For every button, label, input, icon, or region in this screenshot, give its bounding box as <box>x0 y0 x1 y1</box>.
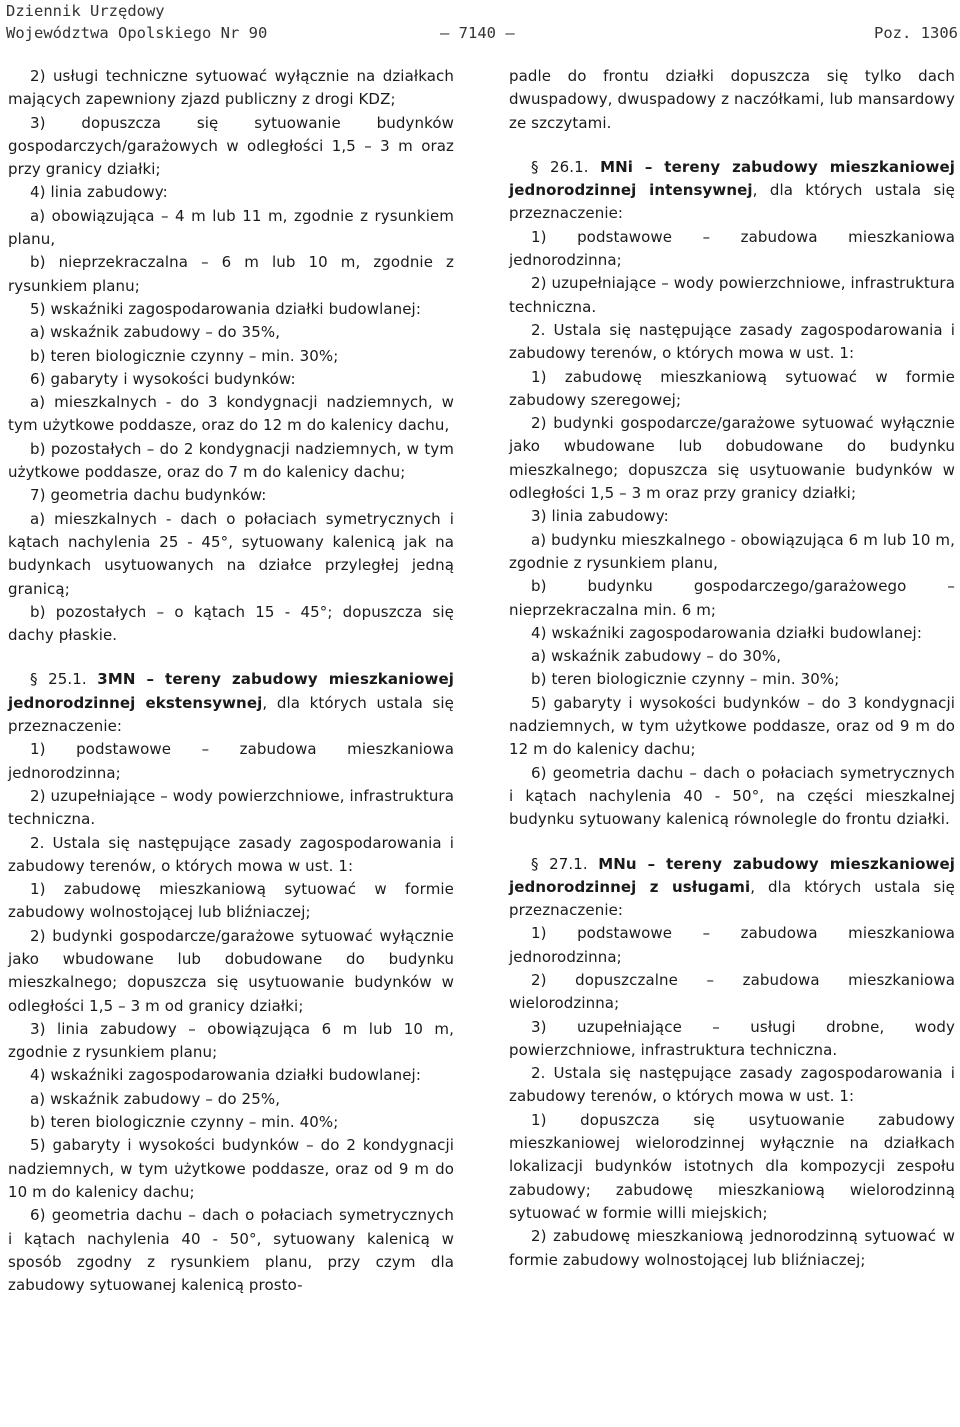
journal-issue-line <box>6 22 958 44</box>
paragraph: 1) podstawowe – zabudowa mieszkaniowa jednorodzinna; <box>509 924 955 966</box>
paragraph: b) nieprzekraczalna – 6 m lub 10 m, zgodnie z rysunkiem planu; <box>8 253 454 295</box>
page-number: – 7140 – <box>440 24 515 42</box>
paragraph: a) obowiązująca – 4 m lub 11 m, zgodnie z rysunkiem planu, <box>8 206 454 249</box>
paragraph: 2) zabudowę mieszkaniową jednorodzinną sytuować w formie zabudowy wolnostojącej lub bliźniaczej; <box>509 1227 955 1269</box>
section-heading-26 <box>509 156 955 226</box>
section-tail: , dla których ustala się przeznaczenie: <box>8 693 454 736</box>
paragraph: 1) dopuszcza się usytuowanie zabudowy mieszkaniowej wielorodzinnej wyłącznie na działkach lokalizacji budynków istotnych dla kompozycji zespołu zabudowy; zabudowę mieszkaniową wielorodzinną sytuować w formie willi miejskich; <box>509 1110 955 1222</box>
paragraph: a) wskaźnik zabudowy – do 30%, <box>531 647 782 666</box>
paragraph: 3) linia zabudowy: <box>531 507 669 526</box>
journal-title: Dziennik Urzędowy <box>6 2 165 20</box>
section-number: § 25.1. <box>30 670 87 689</box>
paragraph: 3) uzupełniające – usługi drobne, wody powierzchniowe, infrastruktura techniczna. <box>509 1017 955 1059</box>
paragraph: 3) dopuszcza się sytuowanie budynków gospodarczych/garażowych w odległości 1,5 – 3 m oraz przy granicy działki; <box>8 113 454 179</box>
section-title: MNi – tereny zabudowy mieszkaniowej jednorodzinnej intensywnej <box>509 157 956 200</box>
paragraph: b) teren biologicznie czynny – min. 40%; <box>30 1113 339 1132</box>
paragraph: 2) dopuszczalne – zabudowa mieszkaniowa wielorodzinna; <box>509 970 955 1013</box>
paragraph: a) wskaźnik zabudowy – do 25%, <box>30 1089 281 1108</box>
section-number: § 27.1. <box>531 854 588 873</box>
paragraph: 2. Ustala się następujące zasady zagospodarowania i zabudowy terenów, o których mowa w ust. 1: <box>8 833 454 875</box>
paragraph: 1) podstawowe – zabudowa mieszkaniowa jednorodzinna; <box>8 740 454 782</box>
paragraph: 1) zabudowę mieszkaniową sytuować w formie zabudowy wolnostojącej lub bliźniaczej; <box>8 880 454 922</box>
journal-issue: Województwa Opolskiego Nr 90 <box>6 24 268 42</box>
page-header <box>6 0 958 44</box>
section-tail: , dla których ustala się przeznaczenie: <box>509 877 955 920</box>
section-title: 3MN – tereny zabudowy mieszkaniowej jednorodzinnej ekstensywnej <box>8 670 454 712</box>
paragraph: 2) budynki gospodarcze/garażowe sytuować wyłącznie jako wbudowane lub dobudowane do budynku mieszkalnego; dopuszcza się usytuowanie budynków w odległości 1,5 – 3 m od granicy działki; <box>8 926 454 1015</box>
paragraph: 4) linia zabudowy: <box>30 183 168 202</box>
left-column <box>8 65 454 1297</box>
section-number: § 26.1. <box>531 157 589 176</box>
paragraph: 1) zabudowę mieszkaniową sytuować w formie zabudowy szeregowej; <box>509 367 955 409</box>
paragraph: padle do frontu działki dopuszcza się tylko dach dwuspadowy, dwuspadowy z naczółkami, lub mansardowy ze szczytami. <box>509 67 955 132</box>
paragraph: 4) wskaźniki zagospodarowania działki budowlanej: <box>30 1066 421 1085</box>
paragraph: 1) podstawowe – zabudowa mieszkaniowa jednorodzinna; <box>509 227 955 270</box>
paragraph: 6) geometria dachu – dach o połaciach symetrycznych i kątach nachylenia 40 - 50°, sytuowany kalenicą w sposób zgodny z rysunkiem planu, przy czym dla zabudowy sytuowanej kalenicą prosto- <box>8 1206 454 1295</box>
paragraph: 2) budynki gospodarcze/garażowe sytuować wyłącznie jako wbudowane lub dobudowane do budynku mieszkalnego; dopuszcza się usytuowanie budynków w odległości 1,5 – 3 m oraz przy granicy działki; <box>509 414 955 503</box>
paragraph: 6) gabaryty i wysokości budynków: <box>30 369 296 388</box>
paragraph: a) mieszkalnych - do 3 kondygnacji nadziemnych, w tym użytkowe poddasze, oraz do 12 m do kalenicy dachu, <box>8 393 454 435</box>
paragraph: 5) wskaźniki zagospodarowania działki budowlanej: <box>30 299 421 318</box>
paragraph: 2) usługi techniczne sytuować wyłącznie na działkach mających zapewniony zjazd publiczny z drogi KDZ; <box>8 67 454 109</box>
paragraph: 2) uzupełniające – wody powierzchniowe, infrastruktura techniczna. <box>509 274 955 316</box>
paragraph: 2. Ustala się następujące zasady zagospodarowania i zabudowy terenów, o których mowa w ust. 1: <box>509 1064 955 1106</box>
paragraph: 3) linia zabudowy – obowiązująca 6 m lub 10 m, zgodnie z rysunkiem planu; <box>8 1019 454 1062</box>
paragraph: 6) geometria dachu – dach o połaciach symetrycznych i kątach nachylenia 40 - 50°, na części mieszkalnej budynku sytuowany kalenicą równolegle do frontu działki. <box>509 763 955 829</box>
position-number: Poz. 1306 <box>874 24 958 42</box>
paragraph: a) wskaźnik zabudowy – do 35%, <box>30 323 281 342</box>
paragraph: 7) geometria dachu budynków: <box>30 486 267 505</box>
paragraph: 2) uzupełniające – wody powierzchniowe, infrastruktura techniczna. <box>8 786 454 829</box>
paragraph: b) pozostałych – o kątach 15 - 45°; dopuszcza się dachy płaskie. <box>8 602 454 645</box>
section-heading-25 <box>8 668 454 738</box>
paragraph: 5) gabaryty i wysokości budynków – do 3 kondygnacji nadziemnych, w tym użytkowe poddasze, oraz od 9 m do 12 m do kalenicy dachu; <box>509 693 955 759</box>
paragraph: a) mieszkalnych - dach o połaciach symetrycznych i kątach nachylenia 25 - 45°, sytuowany kalenicą jak na budynkach usytuowanych na działce przyległej jedną granicą; <box>8 509 454 598</box>
right-column <box>509 65 955 1272</box>
section-tail: , dla których ustala się przeznaczenie: <box>509 181 955 223</box>
section-title: MNu – tereny zabudowy mieszkaniowej jednorodzinnej z usługami <box>509 854 956 896</box>
paragraph: 4) wskaźniki zagospodarowania działki budowlanej: <box>531 623 922 642</box>
paragraph: a) budynku mieszkalnego - obowiązująca 6 m lub 10 m, zgodnie z rysunkiem planu, <box>509 530 955 572</box>
paragraph: b) teren biologicznie czynny – min. 30%; <box>30 346 339 365</box>
section-heading-27 <box>509 853 955 923</box>
paragraph: 2. Ustala się następujące zasady zagospodarowania i zabudowy terenów, o których mowa w ust. 1: <box>509 320 955 363</box>
paragraph: 5) gabaryty i wysokości budynków – do 2 kondygnacji nadziemnych, w tym użytkowe poddasze, oraz od 9 m do 10 m do kalenicy dachu; <box>8 1136 454 1201</box>
paragraph: b) pozostałych – do 2 kondygnacji nadziemnych, w tym użytkowe poddasze, oraz do 7 m do kalenicy dachu; <box>8 439 454 482</box>
paragraph: b) budynku gospodarczego/garażowego – nieprzekraczalna min. 6 m; <box>509 577 955 619</box>
paragraph: b) teren biologicznie czynny – min. 30%; <box>531 670 840 689</box>
